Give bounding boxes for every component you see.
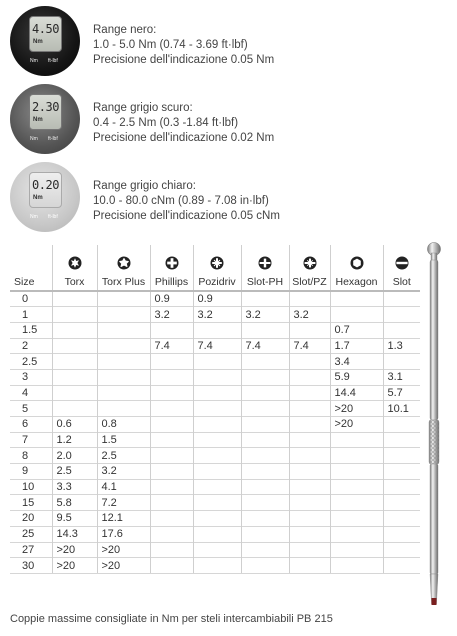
table-row xyxy=(10,369,420,385)
cell-slot-ph xyxy=(241,511,289,527)
cell-phillips xyxy=(150,322,193,338)
cell-slot-ph xyxy=(241,448,289,464)
cell-torx-plus xyxy=(97,322,150,338)
header-torx-plus xyxy=(97,245,150,291)
cell-slot xyxy=(383,495,420,511)
table-row xyxy=(10,322,420,338)
cell-slot xyxy=(383,432,420,448)
range-title: Range grigio scuro: xyxy=(93,102,193,114)
phillips-cross-icon xyxy=(165,256,179,270)
cell-torx-plus: 12.1 xyxy=(97,511,150,527)
table-row xyxy=(10,417,420,433)
cell-torx-plus: 0.8 xyxy=(97,417,150,433)
header-pozidriv xyxy=(193,245,241,291)
cell-torx-plus xyxy=(97,354,150,370)
cell-slot xyxy=(383,322,420,338)
range-values: 10.0 - 80.0 cNm (0.89 - 7.08 in·lbf) xyxy=(93,195,269,207)
cell-slot-ph: 7.4 xyxy=(241,338,289,354)
ftlbf-button: ft-lbf xyxy=(48,214,58,220)
nm-button: Nm xyxy=(30,214,38,220)
cell-phillips: 0.9 xyxy=(150,291,193,307)
cell-slot-pz xyxy=(289,448,330,464)
cell-size: 2 xyxy=(10,338,52,354)
cell-slot xyxy=(383,558,420,574)
range-title: Range grigio chiaro: xyxy=(93,180,196,192)
cell-pozidriv xyxy=(193,417,241,433)
ftlbf-button: ft-lbf xyxy=(48,58,58,64)
cell-slot-ph xyxy=(241,495,289,511)
cell-slot xyxy=(383,464,420,480)
cell-size: 8 xyxy=(10,448,52,464)
torque-table xyxy=(10,245,420,574)
cell-torx-plus xyxy=(97,401,150,417)
range-dark-grey xyxy=(0,82,457,158)
cell-torx-plus xyxy=(97,338,150,354)
cell-pozidriv xyxy=(193,354,241,370)
cell-pozidriv: 3.2 xyxy=(193,307,241,323)
cell-torx xyxy=(52,322,97,338)
cell-torx: 1.2 xyxy=(52,432,97,448)
cell-torx-plus: 3.2 xyxy=(97,464,150,480)
cell-hexagon xyxy=(330,432,383,448)
cell-phillips xyxy=(150,526,193,542)
cell-pozidriv xyxy=(193,464,241,480)
cell-pozidriv xyxy=(193,558,241,574)
table-row xyxy=(10,354,420,370)
cell-phillips xyxy=(150,385,193,401)
header-label: Size xyxy=(14,276,35,288)
cell-pozidriv xyxy=(193,526,241,542)
cell-torx: 2.0 xyxy=(52,448,97,464)
header-phillips xyxy=(150,245,193,291)
range-light-grey xyxy=(0,160,457,236)
cell-torx: >20 xyxy=(52,542,97,558)
range-precision: Precisione dell'indicazione 0.02 Nm xyxy=(93,132,275,144)
cell-slot-pz: 3.2 xyxy=(289,307,330,323)
cell-torx-plus: >20 xyxy=(97,558,150,574)
cell-slot xyxy=(383,307,420,323)
table-row xyxy=(10,307,420,323)
cell-size: 7 xyxy=(10,432,52,448)
range-values: 0.4 - 2.5 Nm (0.3 -1.84 ft·lbf) xyxy=(93,117,239,129)
cell-slot-pz xyxy=(289,495,330,511)
cell-slot-ph xyxy=(241,322,289,338)
cell-pozidriv xyxy=(193,448,241,464)
cell-size: 25 xyxy=(10,526,52,542)
cell-size: 15 xyxy=(10,495,52,511)
cell-hexagon xyxy=(330,307,383,323)
cell-slot-pz xyxy=(289,369,330,385)
header-label: Torx Plus xyxy=(101,276,146,288)
cell-torx-plus xyxy=(97,291,150,307)
ftlbf-button: ft-lbf xyxy=(48,136,58,142)
cell-slot-ph xyxy=(241,542,289,558)
cell-torx: 5.8 xyxy=(52,495,97,511)
cell-torx-plus: 17.6 xyxy=(97,526,150,542)
cell-slot xyxy=(383,291,420,307)
cell-size: 6 xyxy=(10,417,52,433)
lcd-unit: Nm xyxy=(33,195,43,201)
torque-dial-light-grey xyxy=(10,162,80,232)
cell-slot-pz xyxy=(289,432,330,448)
cell-torx xyxy=(52,401,97,417)
cell-slot xyxy=(383,479,420,495)
cell-phillips xyxy=(150,401,193,417)
cell-slot-ph xyxy=(241,401,289,417)
cell-torx: 3.3 xyxy=(52,479,97,495)
table-row xyxy=(10,432,420,448)
cell-phillips xyxy=(150,542,193,558)
cell-size: 1 xyxy=(10,307,52,323)
header-label: Phillips xyxy=(154,276,189,288)
cell-pozidriv xyxy=(193,542,241,558)
cell-size: 9 xyxy=(10,464,52,480)
pozidriv-icon xyxy=(210,256,224,270)
cell-slot-ph xyxy=(241,464,289,480)
cell-hexagon xyxy=(330,542,383,558)
cell-torx-plus: 1.5 xyxy=(97,432,150,448)
lcd-unit: Nm xyxy=(33,39,43,45)
torque-dial-black xyxy=(10,6,80,76)
cell-torx-plus xyxy=(97,385,150,401)
cell-slot xyxy=(383,417,420,433)
nm-button: Nm xyxy=(30,58,38,64)
nm-button: Nm xyxy=(30,136,38,142)
cell-torx-plus: 4.1 xyxy=(97,479,150,495)
slot-line-icon xyxy=(395,256,409,270)
cell-size: 2.5 xyxy=(10,354,52,370)
header-slot-ph xyxy=(241,245,289,291)
cell-slot xyxy=(383,542,420,558)
cell-hexagon xyxy=(330,479,383,495)
cell-slot-ph xyxy=(241,385,289,401)
cell-slot xyxy=(383,511,420,527)
table-header-row xyxy=(10,245,420,291)
lcd-display xyxy=(29,16,62,52)
range-description xyxy=(93,179,280,224)
screwdriver-image xyxy=(421,240,447,610)
cell-size: 4 xyxy=(10,385,52,401)
header-hexagon xyxy=(330,245,383,291)
range-precision: Precisione dell'indicazione 0.05 Nm xyxy=(93,54,275,66)
cell-phillips xyxy=(150,479,193,495)
cell-slot-ph xyxy=(241,291,289,307)
cell-hexagon xyxy=(330,511,383,527)
torque-dial-dark-grey xyxy=(10,84,80,154)
cell-slot-pz xyxy=(289,464,330,480)
cell-slot: 10.1 xyxy=(383,401,420,417)
cell-phillips: 3.2 xyxy=(150,307,193,323)
cell-slot: 5.7 xyxy=(383,385,420,401)
cell-slot-pz xyxy=(289,542,330,558)
hexagon-icon xyxy=(350,256,364,270)
table-row xyxy=(10,495,420,511)
table-row xyxy=(10,338,420,354)
range-values: 1.0 - 5.0 Nm (0.74 - 3.69 ft·lbf) xyxy=(93,39,248,51)
cell-torx: >20 xyxy=(52,558,97,574)
cell-torx: 0.6 xyxy=(52,417,97,433)
cell-torx-plus: >20 xyxy=(97,542,150,558)
header-label: Slot-PH xyxy=(246,276,284,288)
cell-pozidriv xyxy=(193,369,241,385)
cell-slot xyxy=(383,448,420,464)
cell-slot-ph xyxy=(241,432,289,448)
cell-slot-pz xyxy=(289,385,330,401)
cell-hexagon: 1.7 xyxy=(330,338,383,354)
cell-size: 1.5 xyxy=(10,322,52,338)
cell-slot-ph xyxy=(241,558,289,574)
cell-hexagon: 0.7 xyxy=(330,322,383,338)
cell-size: 3 xyxy=(10,369,52,385)
header-torx xyxy=(52,245,97,291)
header-label: Hexagon xyxy=(335,276,378,288)
header-label: Slot/PZ xyxy=(292,276,327,288)
cell-hexagon xyxy=(330,448,383,464)
table-row xyxy=(10,542,420,558)
cell-slot-ph xyxy=(241,369,289,385)
cell-phillips xyxy=(150,417,193,433)
cell-size: 30 xyxy=(10,558,52,574)
cell-torx-plus xyxy=(97,307,150,323)
table-row xyxy=(10,558,420,574)
cell-pozidriv xyxy=(193,322,241,338)
cell-phillips xyxy=(150,369,193,385)
cell-slot xyxy=(383,526,420,542)
cell-pozidriv xyxy=(193,385,241,401)
cell-phillips xyxy=(150,448,193,464)
cell-hexagon xyxy=(330,558,383,574)
header-label: Torx xyxy=(64,276,85,288)
cell-phillips xyxy=(150,464,193,480)
cell-size: 0 xyxy=(10,291,52,307)
cell-phillips xyxy=(150,511,193,527)
cell-torx xyxy=(52,385,97,401)
table-body xyxy=(10,291,420,573)
header-label: Slot xyxy=(392,276,411,288)
cell-torx xyxy=(52,354,97,370)
slot-pz-icon xyxy=(303,256,317,270)
cell-torx: 2.5 xyxy=(52,464,97,480)
cell-hexagon: 5.9 xyxy=(330,369,383,385)
cell-torx-plus xyxy=(97,369,150,385)
cell-slot-ph xyxy=(241,526,289,542)
cell-torx-plus: 7.2 xyxy=(97,495,150,511)
cell-slot-pz xyxy=(289,291,330,307)
cell-torx xyxy=(52,338,97,354)
lcd-value: 2.30 xyxy=(32,100,59,114)
cell-phillips xyxy=(150,354,193,370)
cell-slot-ph xyxy=(241,417,289,433)
table-row xyxy=(10,448,420,464)
cell-slot-pz xyxy=(289,526,330,542)
cell-size: 10 xyxy=(10,479,52,495)
cell-slot: 1.3 xyxy=(383,338,420,354)
cell-slot-pz xyxy=(289,417,330,433)
cell-hexagon: >20 xyxy=(330,401,383,417)
lcd-value: 0.20 xyxy=(32,178,59,192)
cell-pozidriv: 0.9 xyxy=(193,291,241,307)
cell-pozidriv xyxy=(193,479,241,495)
cell-slot-pz xyxy=(289,511,330,527)
lcd-display xyxy=(29,172,62,208)
cell-size: 5 xyxy=(10,401,52,417)
cell-pozidriv xyxy=(193,495,241,511)
cell-phillips: 7.4 xyxy=(150,338,193,354)
cell-slot-ph: 3.2 xyxy=(241,307,289,323)
lcd-display xyxy=(29,94,62,130)
lcd-value: 4.50 xyxy=(32,22,59,36)
cell-slot-pz xyxy=(289,479,330,495)
header-slot xyxy=(383,245,420,291)
cell-pozidriv xyxy=(193,401,241,417)
cell-hexagon: >20 xyxy=(330,417,383,433)
table-row xyxy=(10,291,420,307)
torx-plus-icon xyxy=(117,256,131,270)
table-row xyxy=(10,526,420,542)
cell-size: 27 xyxy=(10,542,52,558)
range-precision: Precisione dell'indicazione 0.05 cNm xyxy=(93,210,280,222)
cell-pozidriv: 7.4 xyxy=(193,338,241,354)
cell-pozidriv xyxy=(193,511,241,527)
header-slot-pz xyxy=(289,245,330,291)
cell-size: 20 xyxy=(10,511,52,527)
header-label: Pozidriv xyxy=(198,276,236,288)
cell-torx-plus: 2.5 xyxy=(97,448,150,464)
torx-star-icon xyxy=(68,256,82,270)
header-size xyxy=(10,245,52,291)
cell-hexagon xyxy=(330,464,383,480)
cell-slot-ph xyxy=(241,479,289,495)
cell-torx xyxy=(52,291,97,307)
cell-phillips xyxy=(150,432,193,448)
cell-hexagon xyxy=(330,495,383,511)
cell-torx: 9.5 xyxy=(52,511,97,527)
lcd-unit: Nm xyxy=(33,117,43,123)
cell-hexagon xyxy=(330,291,383,307)
cell-torx xyxy=(52,307,97,323)
cell-slot-pz xyxy=(289,401,330,417)
cell-phillips xyxy=(150,558,193,574)
table-row xyxy=(10,511,420,527)
table-row xyxy=(10,401,420,417)
table-row xyxy=(10,464,420,480)
cell-slot-ph xyxy=(241,354,289,370)
cell-hexagon xyxy=(330,526,383,542)
range-description xyxy=(93,23,274,68)
cell-slot-pz: 7.4 xyxy=(289,338,330,354)
cell-hexagon: 3.4 xyxy=(330,354,383,370)
table-row xyxy=(10,479,420,495)
range-description xyxy=(93,101,274,146)
table-caption: Coppie massime consigliate in Nm per steli intercambiabili PB 215 xyxy=(10,613,333,625)
cell-slot xyxy=(383,354,420,370)
cell-hexagon: 14.4 xyxy=(330,385,383,401)
cell-torx: 14.3 xyxy=(52,526,97,542)
cell-slot-pz xyxy=(289,322,330,338)
range-black xyxy=(0,4,457,80)
cell-pozidriv xyxy=(193,432,241,448)
slot-ph-icon xyxy=(258,256,272,270)
table-row xyxy=(10,385,420,401)
cell-slot-pz xyxy=(289,354,330,370)
cell-slot-pz xyxy=(289,558,330,574)
cell-slot: 3.1 xyxy=(383,369,420,385)
cell-torx xyxy=(52,369,97,385)
cell-phillips xyxy=(150,495,193,511)
range-title: Range nero: xyxy=(93,24,157,36)
